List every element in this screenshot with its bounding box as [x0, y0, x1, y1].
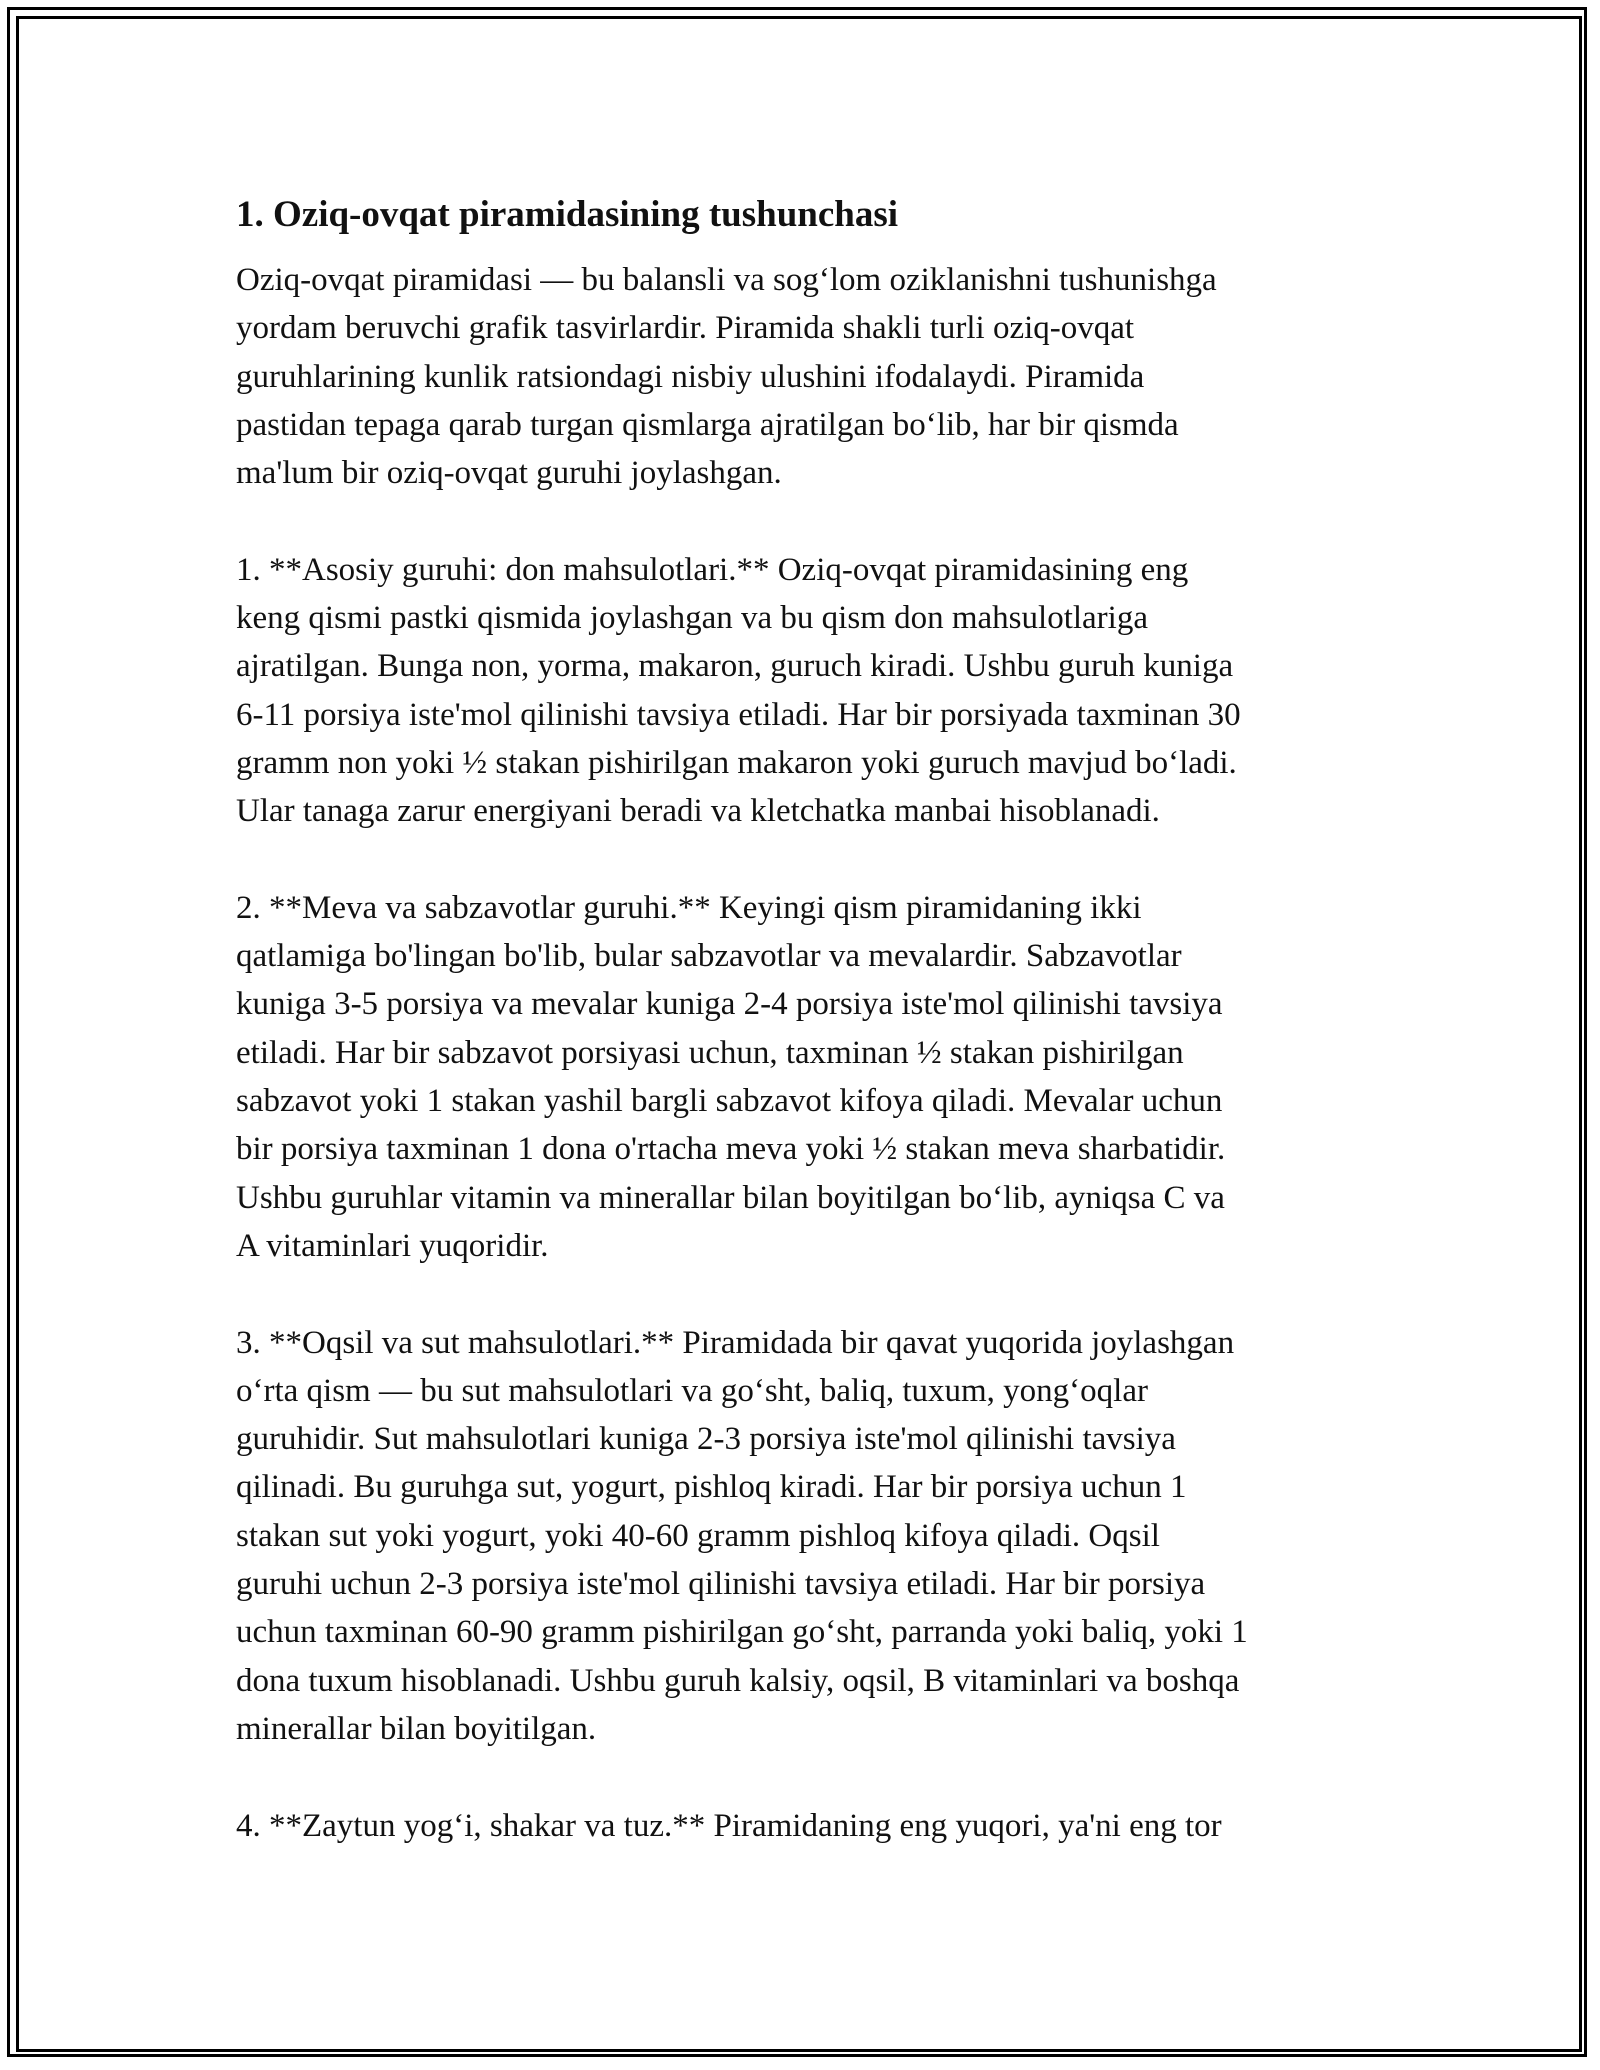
section-title: 1. Oziq-ovqat piramidasining tushunchasi [236, 194, 899, 235]
oil-sugar-salt-paragraph: 4. **Zaytun yog‘i, shakar va tuz.** Piramidaning eng yuqori, ya'ni eng tor [236, 1807, 1222, 1844]
intro-paragraph: Oziq-ovqat piramidasi — bu balansli va sog‘lom oziklanishni tushunishga yordam beruvchi grafik tasvirlardir. Piramida shakli turli oziq-ovqat guruhlarining kunlik ratsiondagi nisbiy ulushini ifodalaydi. Piramida pastidan tepaga qarab turgan qismlarga ajratilgan bo‘lib, har bir qismda ma'lum bir oziq-ovqat guruhi joylashgan. [236, 262, 1217, 492]
grains-paragraph: 1. **Asosiy guruhi: don mahsulotlari.** Oziq-ovqat piramidasining eng keng qismi pastki qismida joylashgan va bu qism don mahsulotlariga ajratilgan. Bunga non, yorma, makaron, guruch kiradi. Ushbu guruh kuniga 6-11 porsiya iste'mol qilinishi tavsiya etiladi. Har bir porsiyada taxminan 30 gramm non yoki ½ stakan pishirilgan makaron yoki guruch mavjud bo‘ladi. Ular tanaga zarur energiyani beradi va kletchatka manbai hisoblanadi. [236, 551, 1241, 830]
document-body [236, 186, 1366, 1898]
protein-dairy-paragraph: 3. **Oqsil va sut mahsulotlari.** Piramidada bir qavat yuqorida joylashgan o‘rta qism — bu sut mahsulotlari va go‘sht, baliq, tuxum, yong‘oqlar guruhidir. Sut mahsulotlari kuniga 2-3 porsiya iste'mol qilinishi tavsiya qilinadi. Bu guruhga sut, yogurt, pishloq kiradi. Har bir porsiya uchun 1 stakan sut yoki yogurt, yoki 40-60 gramm pishloq kifoya qiladi. Oqsil guruhi uchun 2-3 porsiya iste'mol qilinishi tavsiya etiladi. Har bir porsiya uchun taxminan 60-90 gramm pishirilgan go‘sht, parranda yoki baliq, yoki 1 dona tuxum hisoblanadi. Ushbu guruh kalsiy, oqsil, B vitaminlari va boshqa minerallar bilan boyitilgan. [236, 1324, 1248, 1747]
fruits-vegetables-paragraph: 2. **Meva va sabzavotlar guruhi.** Keyingi qism piramidaning ikki qatlamiga bo'lingan bo'lib, bular sabzavotlar va mevalardir. Sabzavotlar kuniga 3-5 porsiya va mevalar kuniga 2-4 porsiya iste'mol qilinishi tavsiya etiladi. Har bir sabzavot porsiyasi uchun, taxminan ½ stakan pishirilgan sabzavot yoki 1 stakan yashil bargli sabzavot kifoya qiladi. Mevalar uchun bir porsiya taxminan 1 dona o'rtacha meva yoki ½ stakan meva sharbatidir. Ushbu guruhlar vitamin va minerallar bilan boyitilgan bo‘lib, ayniqsa C va A vitaminlari yuqoridir. [236, 889, 1226, 1264]
